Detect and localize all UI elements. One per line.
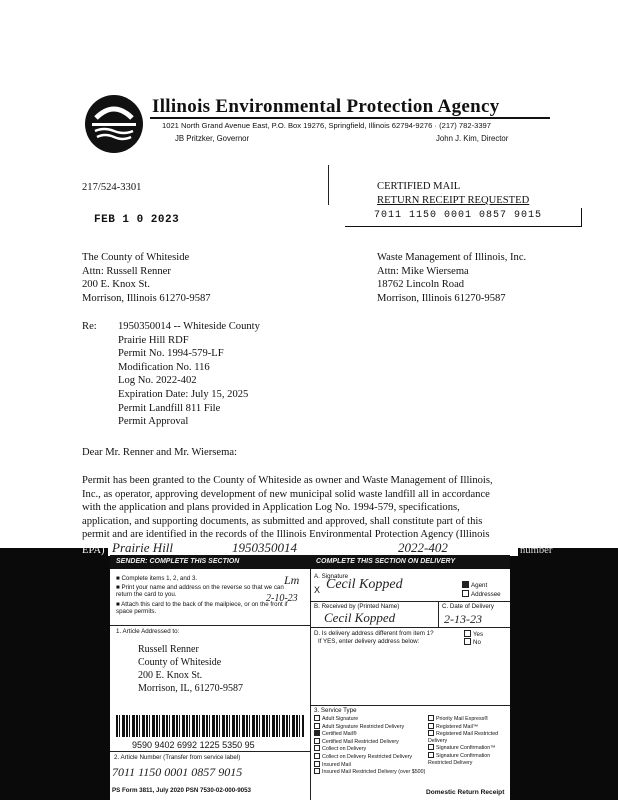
handwritten-initials: Lm (284, 573, 300, 587)
d-if-yes: If YES, enter delivery address below: (318, 638, 420, 645)
form-footer: PS Form 3811, July 2020 PSN 7530-02-000-9053 (112, 787, 251, 794)
rule (110, 751, 310, 752)
service-option: Collect on Delivery (314, 745, 425, 753)
addressee-option: Addressee (462, 590, 501, 598)
x-mark: X (314, 585, 321, 595)
sender-header: SENDER: COMPLETE THIS SECTION (110, 555, 310, 569)
handwritten-log-no: 2022-402 (398, 540, 448, 555)
article-number-label: 2. Article Number (Transfer from service label) (114, 754, 241, 761)
bullet-3: ■ Attach this card to the back of the mailpiece, or on the front if space permits. (116, 601, 288, 616)
date-stamp: FEB 1 0 2023 (94, 214, 180, 226)
addressee-line: Russell Renner (138, 644, 199, 655)
recipient-right-line: Morrison, Illinois 61270-9587 (377, 292, 506, 304)
barcode (116, 715, 304, 737)
service-checkbox[interactable] (428, 723, 434, 729)
d-question: D. Is delivery address different from item 1? (314, 630, 434, 637)
agency-name: Illinois Environmental Protection Agency (152, 96, 500, 117)
service-option: Insured Mail (314, 761, 425, 769)
governor: JB Pritzker, Governor (175, 134, 250, 143)
service-option: Insured Mail Restricted Delivery (over $500) (314, 768, 425, 776)
service-checkbox[interactable] (428, 752, 434, 758)
return-receipt: RETURN RECEIPT REQUESTED (377, 195, 530, 206)
no-checkbox[interactable] (464, 638, 471, 645)
service-option: Certified Mail® (314, 730, 425, 738)
iepa-logo (84, 94, 144, 154)
handwritten-site-id: 1950350014 (232, 540, 297, 555)
signature-label: A. Signature (314, 573, 349, 580)
addressee-line: County of Whiteside (138, 657, 222, 668)
service-option: Signature Confirmation Restricted Delivery (428, 752, 491, 766)
body-line: with the application and plans provided in Application Log No. 1994-579, specifications, (82, 502, 460, 514)
service-checkbox[interactable] (428, 715, 434, 721)
re-line: Expiration Date: July 15, 2025 (118, 388, 249, 400)
rule (438, 601, 439, 627)
re-lines (118, 320, 260, 429)
service-checkbox-checked[interactable] (314, 730, 320, 736)
body-fragment-left: EPA) (82, 545, 105, 556)
director: John J. Kim, Director (436, 134, 509, 143)
recipient-left-line: 200 E. Knox St. (82, 279, 150, 291)
body-fragment-right: number (520, 545, 553, 556)
re-line: Permit No. 1994-579-LF (118, 348, 224, 360)
addressee-line: 200 E. Knox St. (138, 670, 203, 681)
rule (310, 627, 510, 628)
service-checkbox[interactable] (314, 715, 320, 721)
signature: Cecil Kopped (326, 577, 403, 592)
recipient-left (82, 251, 211, 305)
service-option: Registered Mail™ (428, 723, 510, 731)
body-line: Permit has been granted to the County of Whiteside as owner and Waste Management of Illinois, (82, 475, 493, 486)
bullet-1: ■ Complete items 1, 2, and 3. (116, 575, 198, 582)
agent-checkbox[interactable] (462, 581, 469, 588)
service-checkbox[interactable] (428, 744, 434, 750)
recipient-left-line: The County of Whiteside (82, 252, 190, 263)
service-checkbox[interactable] (314, 738, 320, 744)
delivery-header: COMPLETE THIS SECTION ON DELIVERY (310, 555, 510, 569)
phone-number: 217/524-3301 (82, 182, 142, 193)
barcode-number: 9590 9402 6992 1225 5350 95 (132, 740, 255, 750)
service-option: Collect on Delivery Restricted Delivery (314, 753, 425, 761)
rule (110, 625, 310, 626)
delivery-date: 2-13-23 (444, 612, 482, 626)
re-line: Modification No. 116 (118, 361, 210, 373)
body-paragraph (82, 474, 493, 542)
recipient-left-line: Morrison, Illinois 61270-9587 (82, 292, 211, 304)
re-label: Re: (82, 321, 97, 332)
agency-address: 1021 North Grand Avenue East, P.O. Box 19276, Springfield, Illinois 62794-9276 · (217) 782-3397 (162, 121, 491, 130)
handwritten-tracking: 7011 1150 0001 0857 9015 (112, 765, 243, 779)
handwritten-facility: Prairie Hill (112, 540, 174, 555)
body-line: permit and are identified in the records of the Illinois Environmental Protection Agency (Illinois (82, 529, 490, 541)
body-line: application, and supporting documents, as submitted and approved, shall constitute part of this (82, 515, 483, 527)
recipient-left-line: Attn: Russell Renner (82, 265, 171, 277)
services-right (428, 715, 510, 766)
return-receipt-card (110, 555, 510, 800)
received-by-label: B. Received by (Printed Name) (314, 603, 400, 610)
tracking-number: 7011 1150 0001 0857 9015 (374, 210, 543, 221)
services-left (314, 715, 425, 776)
re-line: 1950350014 -- Whiteside County (118, 321, 260, 332)
recipient-right-line: Attn: Mike Wiersema (377, 265, 469, 277)
service-checkbox[interactable] (314, 745, 320, 751)
service-checkbox[interactable] (314, 753, 320, 759)
service-option: Registered Mail Restricted Delivery (428, 731, 499, 744)
yes-checkbox[interactable] (464, 630, 471, 637)
service-type-label: 3. Service Type (314, 707, 357, 714)
service-option: Priority Mail Express® (428, 715, 510, 723)
domestic-return-receipt: Domestic Return Receipt (426, 789, 505, 796)
service-option: Adult Signature (314, 715, 425, 723)
recipient-right (377, 251, 526, 305)
service-option: Certified Mail Restricted Delivery (314, 738, 425, 746)
date-delivery-label: C. Date of Delivery (442, 603, 494, 610)
addressee-checkbox[interactable] (462, 590, 469, 597)
handwritten-date-note: 2-10-23 (266, 593, 298, 604)
service-option: Adult Signature Restricted Delivery (314, 723, 425, 731)
re-line: Permit Approval (118, 416, 189, 428)
service-checkbox[interactable] (314, 761, 320, 767)
addressee-line: Morrison, IL, 61270-9587 (138, 683, 243, 694)
re-line: Prairie Hill RDF (118, 334, 189, 346)
handwritten-strip (108, 540, 518, 556)
recipient-right-line: 18762 Lincoln Road (377, 279, 465, 291)
printed-name: Cecil Kopped (324, 610, 396, 625)
recipient-right-line: Waste Management of Illinois, Inc. (377, 252, 527, 263)
certified-mail: CERTIFIED MAIL (377, 181, 461, 192)
salutation: Dear Mr. Renner and Mr. Wiersema: (82, 447, 237, 458)
addressee-block (138, 643, 243, 695)
service-checkbox[interactable] (314, 723, 320, 729)
letterhead-rule (150, 117, 550, 119)
agent-option: Agent (462, 581, 487, 589)
divider-mark (328, 165, 329, 205)
sender-section (110, 555, 311, 800)
bullet-2: ■ Print your name and address on the reverse so that we can return the card to you. (116, 584, 284, 599)
delivery-section (310, 555, 510, 800)
body-line: Inc., as operator, approving development of new municipal solid waste landfill all in accordance (82, 488, 490, 500)
yes-option: Yes (464, 630, 483, 638)
rule (310, 705, 510, 706)
service-option: Signature Confirmation™ (428, 744, 510, 752)
no-option: No (464, 638, 481, 646)
service-checkbox[interactable] (314, 768, 320, 774)
rule (310, 601, 510, 602)
article-label: 1. Article Addressed to: (116, 628, 180, 635)
tracking-box (345, 208, 582, 227)
service-checkbox[interactable] (428, 730, 434, 736)
re-line: Permit Landfill 811 File (118, 402, 221, 414)
re-line: Log No. 2022-402 (118, 375, 197, 387)
